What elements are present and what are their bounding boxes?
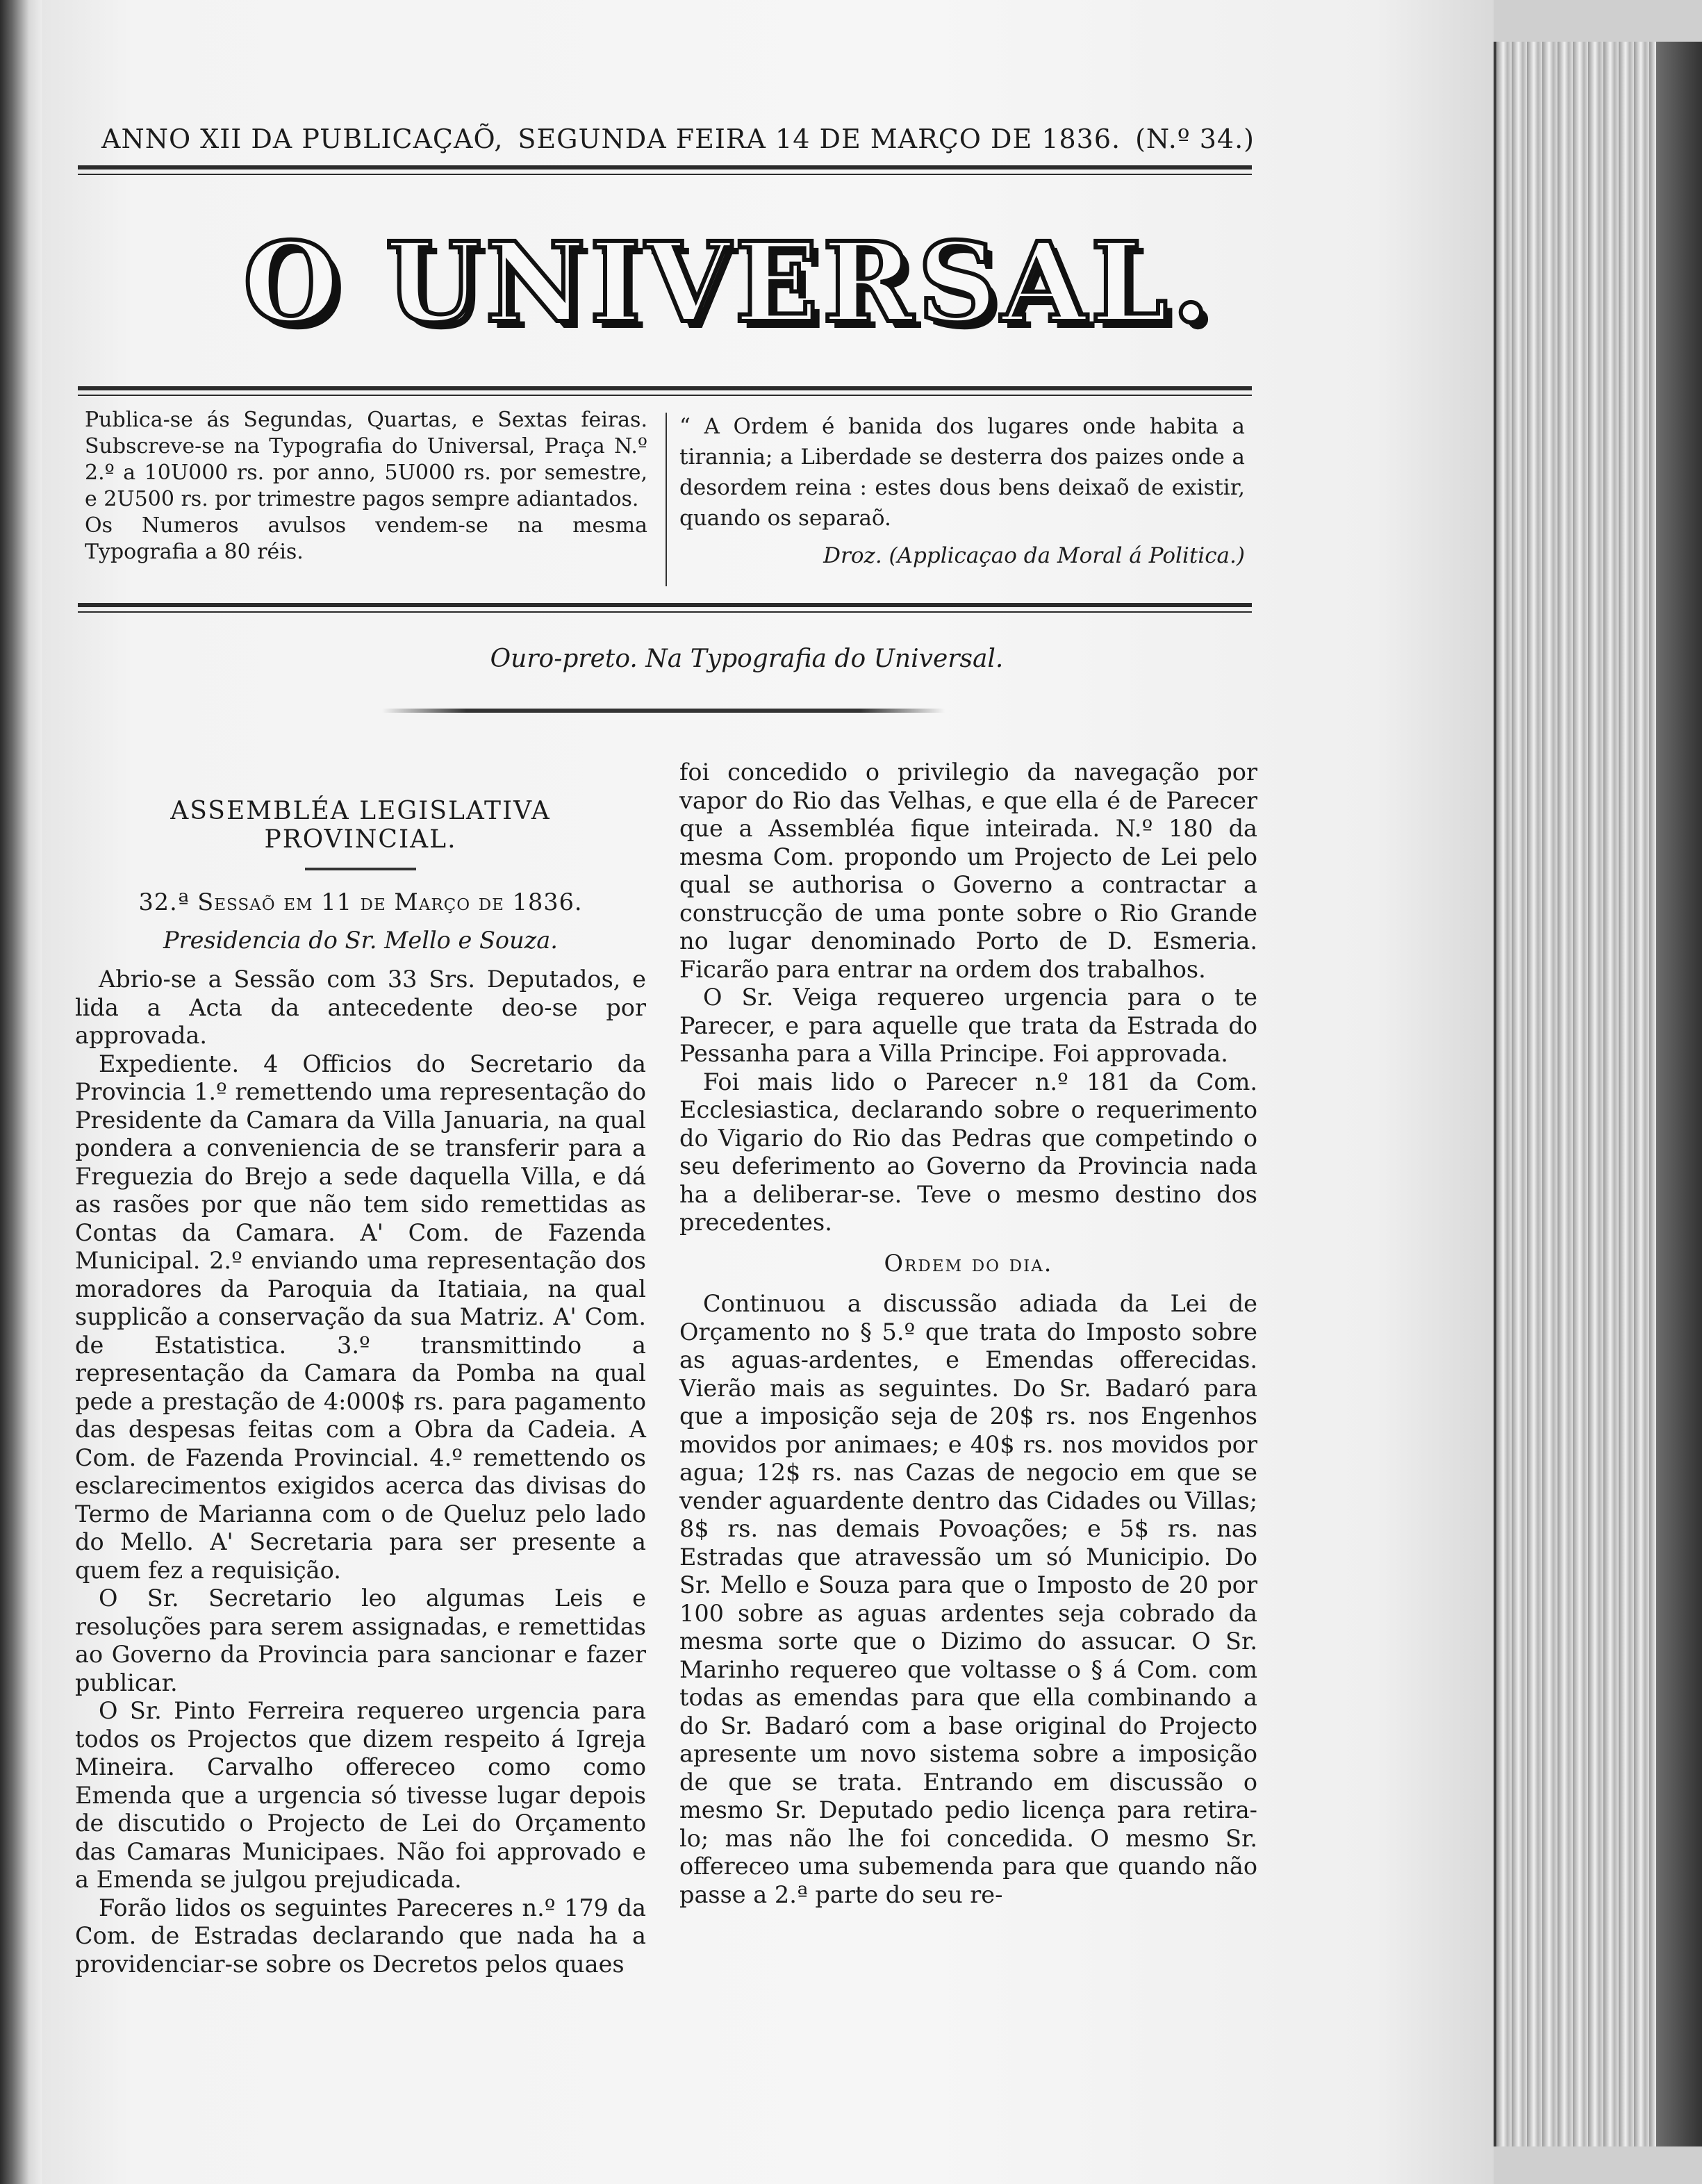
- paragraph: foi concedido o privilegio da navegação por vapor do Rio das Velhas, e que ella é de Parecer que a Assembléa fique inteirada. N.º 180 da mesma Com. propondo um Projecto de Lei pelo qual se authorisa o Governo a contractar a construcção de uma ponte sobre o Rio Grande no lugar denominado Porto de D. Esmeria. Ficarão para entrar na ordem dos trabalhos.: [679, 759, 1257, 983]
- header-rule: [78, 165, 1252, 175]
- motto-attribution: Droz. (Applicaçao da Moral á Politica.): [823, 543, 1245, 568]
- column-right: [679, 759, 1257, 1909]
- imprint-line: Ouro-preto. Na Typografia do Universal.: [490, 645, 1004, 673]
- paragraph: O Sr. Pinto Ferreira requereo urgencia para todos os Projectos que dizem respeito á Igreja Mineira. Carvalho offereceo como como Emenda que a urgencia só tivesse lugar depois de discutido o Projecto de Lei do Orçamento das Camaras Municipaes. Não foi approvado e a Emenda se julgou prejudicada.: [75, 1697, 646, 1893]
- motto-rule: [78, 603, 1252, 613]
- session-heading: 32.ª Sessaõ em 11 de Março de 1836.: [138, 888, 583, 916]
- masthead-title: O UNIVERSAL.: [243, 219, 1214, 347]
- article-title: ASSEMBLÉA LEGISLATIVA PROVINCIAL.: [170, 797, 551, 854]
- paragraph: O Sr. Secretario leo algumas Leis e resoluções para serem assignadas, e remettidas ao Governo da Provincia para sancionar e fazer publicar.: [75, 1585, 646, 1696]
- order-of-day-heading: Ordem do dia.: [884, 1249, 1053, 1277]
- title-ornament: [305, 868, 416, 870]
- masthead-rule: [78, 386, 1252, 396]
- date-label: SEGUNDA FEIRA 14 DE MARÇO DE 1836.: [518, 124, 1121, 154]
- subscription-terms: Publica-se ás Segundas, Quartas, e Sextas feiras. Subscreve-se na Typografia do Universal, Praça N.º 2.º a 10U000 rs. por anno, 5U000 rs. por semestre, e 2U500 rs. por trimestre pagos sempre adiantados.: [85, 408, 647, 511]
- column-separator: [666, 413, 667, 586]
- issue-number: (N.º 34.): [1135, 124, 1255, 154]
- book-binding: [0, 0, 42, 2184]
- subscription-info: [85, 407, 647, 565]
- paragraph: Forão lidos os seguintes Pareceres n.º 179 da Com. de Estradas declarando que nada ha a providenciar-se sobre os Decretos pelos quaes: [75, 1894, 646, 1978]
- paragraph: O Sr. Veiga requereo urgencia para o te Parecer, e para aquelle que trata da Estrada do Pessanha para a Villa Principe. Foi approvada.: [679, 984, 1257, 1067]
- header-line: [101, 124, 1255, 154]
- paragraph: Expediente. 4 Officios do Secretario da Provincia 1.º remettendo uma representação do Presidente da Camara da Villa Januaria, na qual pondera a conveniencia de se transferir para a Freguezia do Brejo a sede daquella Villa, e dá as rasões por que não tem sido remettidas as Contas da Camara. A' Com. de Fazenda Municipal. 2.º enviando uma representação dos moradores da Paroquia da Itatiaia, na qual supplicão a conservação da sua Matriz. A' Com. de Estatistica. 3.º transmittindo a representação da Camara da Pomba na qual pede a prestação de 4:000$ rs. para pagamento das despesas feitas com a Obra da Cadeia. A Com. de Fazenda Provincial. 4.º remettendo os esclarecimentos exigidos acerca das divisas do Termo de Marianna com o de Queluz pelo lado do Mello. A' Secretaria para ser presente a quem fez a requisição.: [75, 1050, 646, 1584]
- single-issue-price: Os Numeros avulsos vendem-se na mesma Typografia a 80 réis.: [85, 513, 647, 564]
- motto-text: “ A Ordem é banida dos lugares onde habita a tirannia; a Liberdade se desterra dos paizes onde a desordem reina : estes dous bens deixaõ de existir, quando os separaõ.: [679, 414, 1245, 531]
- paragraph: Foi mais lido o Parecer n.º 181 da Com. Ecclesiastica, declarando sobre o requerimento do Vigario do Rio das Pedras que competindo o seu deferimento ao Governo da Provincia nada ha a deliberar-se. Teve o mesmo destino dos precedentes.: [679, 1068, 1257, 1236]
- ornament-rule: [382, 709, 945, 713]
- column-left: [75, 797, 646, 1978]
- paragraph: Continuou a discussão adiada da Lei de Orçamento no § 5.º que trata do Imposto sobre as aguas-ardentes, e Emendas offerecidas. Vierão mais as seguintes. Do Sr. Badaró para que a imposição seja de 20$ rs. nos Engenhos movidos por animaes; e 40$ rs. nos movidos por agua; 12$ rs. nas Cazas de negocio em que se vender aguardente dentro das Cidades ou Villas; 8$ rs. nas demais Povoações; e 5$ rs. nas Estradas que atravessão um só Municipio. Do Sr. Mello e Souza para que o Imposto de 20 por 100 sobre as aguas ardentes seja cobrado da mesma sorte que o Dizimo do assucar. O Sr. Marinho requereo que voltasse o § á Com. com todas as emendas para que ella combinando a do Sr. Badaró com a base original do Projecto apresente um novo sistema sobre a imposição de que se trata. Entrando em discussão o mesmo Sr. Deputado pedio licença para retira-lo; mas não lhe foi concedida. O mesmo Sr. offereceo uma subemenda para que quando não passe a 2.ª parte do seu re-: [679, 1290, 1257, 1908]
- paragraph: Abrio-se a Sessão com 33 Srs. Deputados, e lida a Acta da antecedente deo-se por approvada.: [75, 966, 646, 1049]
- motto-block: [679, 411, 1245, 571]
- presidency-line: Presidencia do Sr. Mello e Souza.: [163, 926, 558, 954]
- book-page-edges: [1494, 42, 1702, 2146]
- year-label: ANNO XII DA PUBLICAÇAÕ,: [101, 124, 504, 154]
